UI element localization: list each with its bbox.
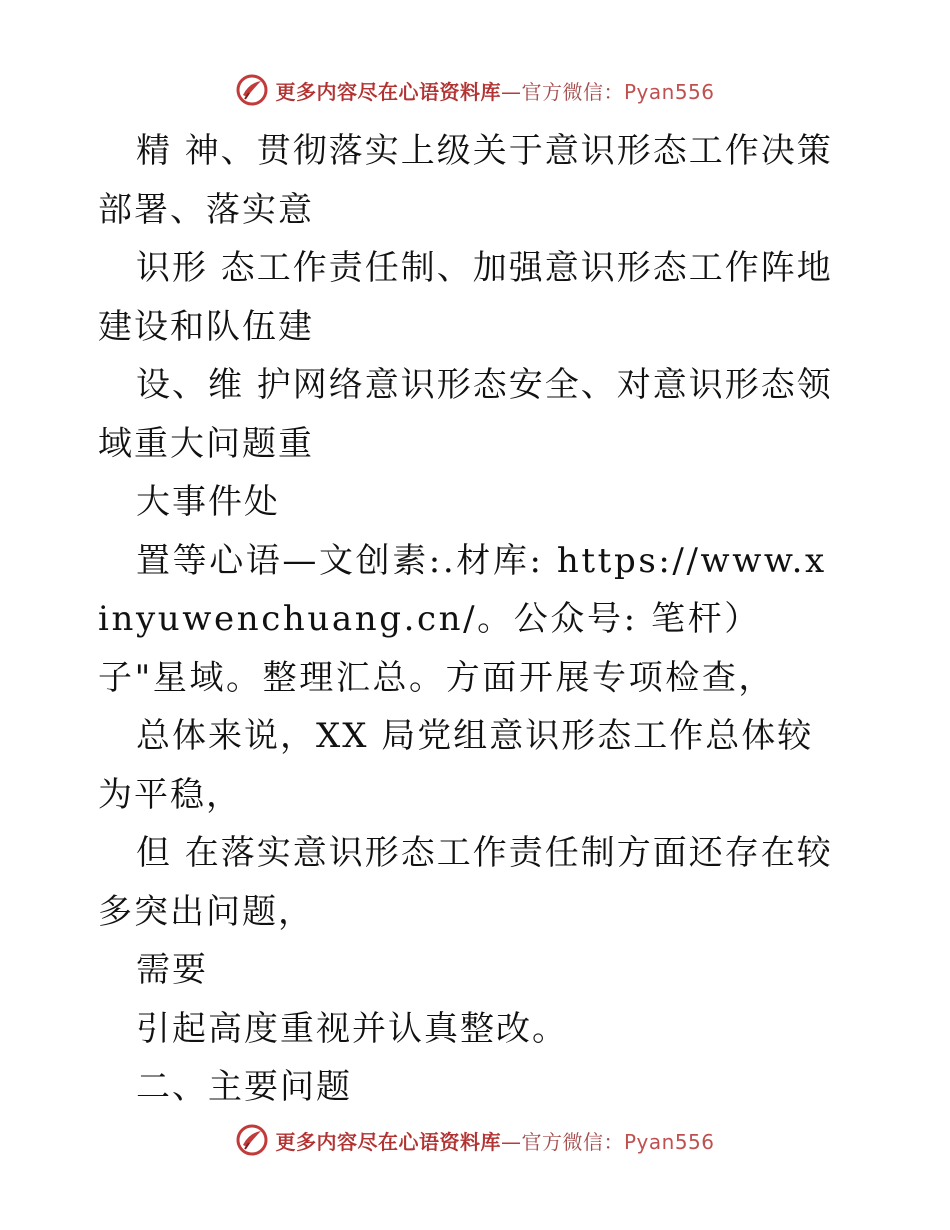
header-wechat-handle: Pyan556	[623, 79, 715, 104]
footer-watermark-banner	[0, 1120, 950, 1160]
footer-wechat-handle: Pyan556	[623, 1129, 715, 1154]
document-body	[98, 122, 838, 1117]
header-wechat-label: 官方微信：	[521, 79, 624, 104]
pen-logo-icon	[235, 73, 269, 107]
header-watermark-banner	[0, 70, 950, 110]
body-paragraph: 引起高度重视并认真整改。	[136, 1008, 568, 1049]
section-heading: 二、主要问题	[136, 1067, 352, 1107]
body-paragraph: 识形 态工作责任制、加强意识形态工作阵地建设和队伍建	[98, 248, 833, 347]
header-watermark-text	[275, 76, 714, 105]
footer-separator: —	[500, 1129, 522, 1154]
body-paragraph: 大事件处	[136, 482, 280, 522]
footer-wechat-label: 官方微信：	[521, 1129, 624, 1154]
header-separator: —	[500, 79, 522, 104]
body-paragraph: 但 在落实意识形态工作责任制方面还存在较多突出问题，	[98, 833, 833, 932]
body-paragraph: 设、维 护网络意识形态安全、对意识形态领域重大问题重	[98, 365, 833, 464]
body-paragraph: 精 神、贯彻落实上级关于意识形态工作决策部署、落实意	[98, 131, 833, 230]
header-brand-text: 更多内容尽在心语资料库	[275, 79, 501, 104]
body-paragraph: 需要	[136, 950, 208, 990]
footer-watermark-text	[275, 1126, 714, 1155]
footer-brand-text: 更多内容尽在心语资料库	[275, 1129, 501, 1154]
pen-logo-icon	[235, 1123, 269, 1157]
body-paragraph: 置等心语—文创素:.材库: https://www.xinyuwenchuang.cn/。公众号: 笔杆）子"星域。整理汇总。方面开展专项检查，	[98, 540, 827, 698]
body-paragraph: 总体来说，XX 局党组意识形态工作总体较为平稳，	[98, 716, 814, 815]
